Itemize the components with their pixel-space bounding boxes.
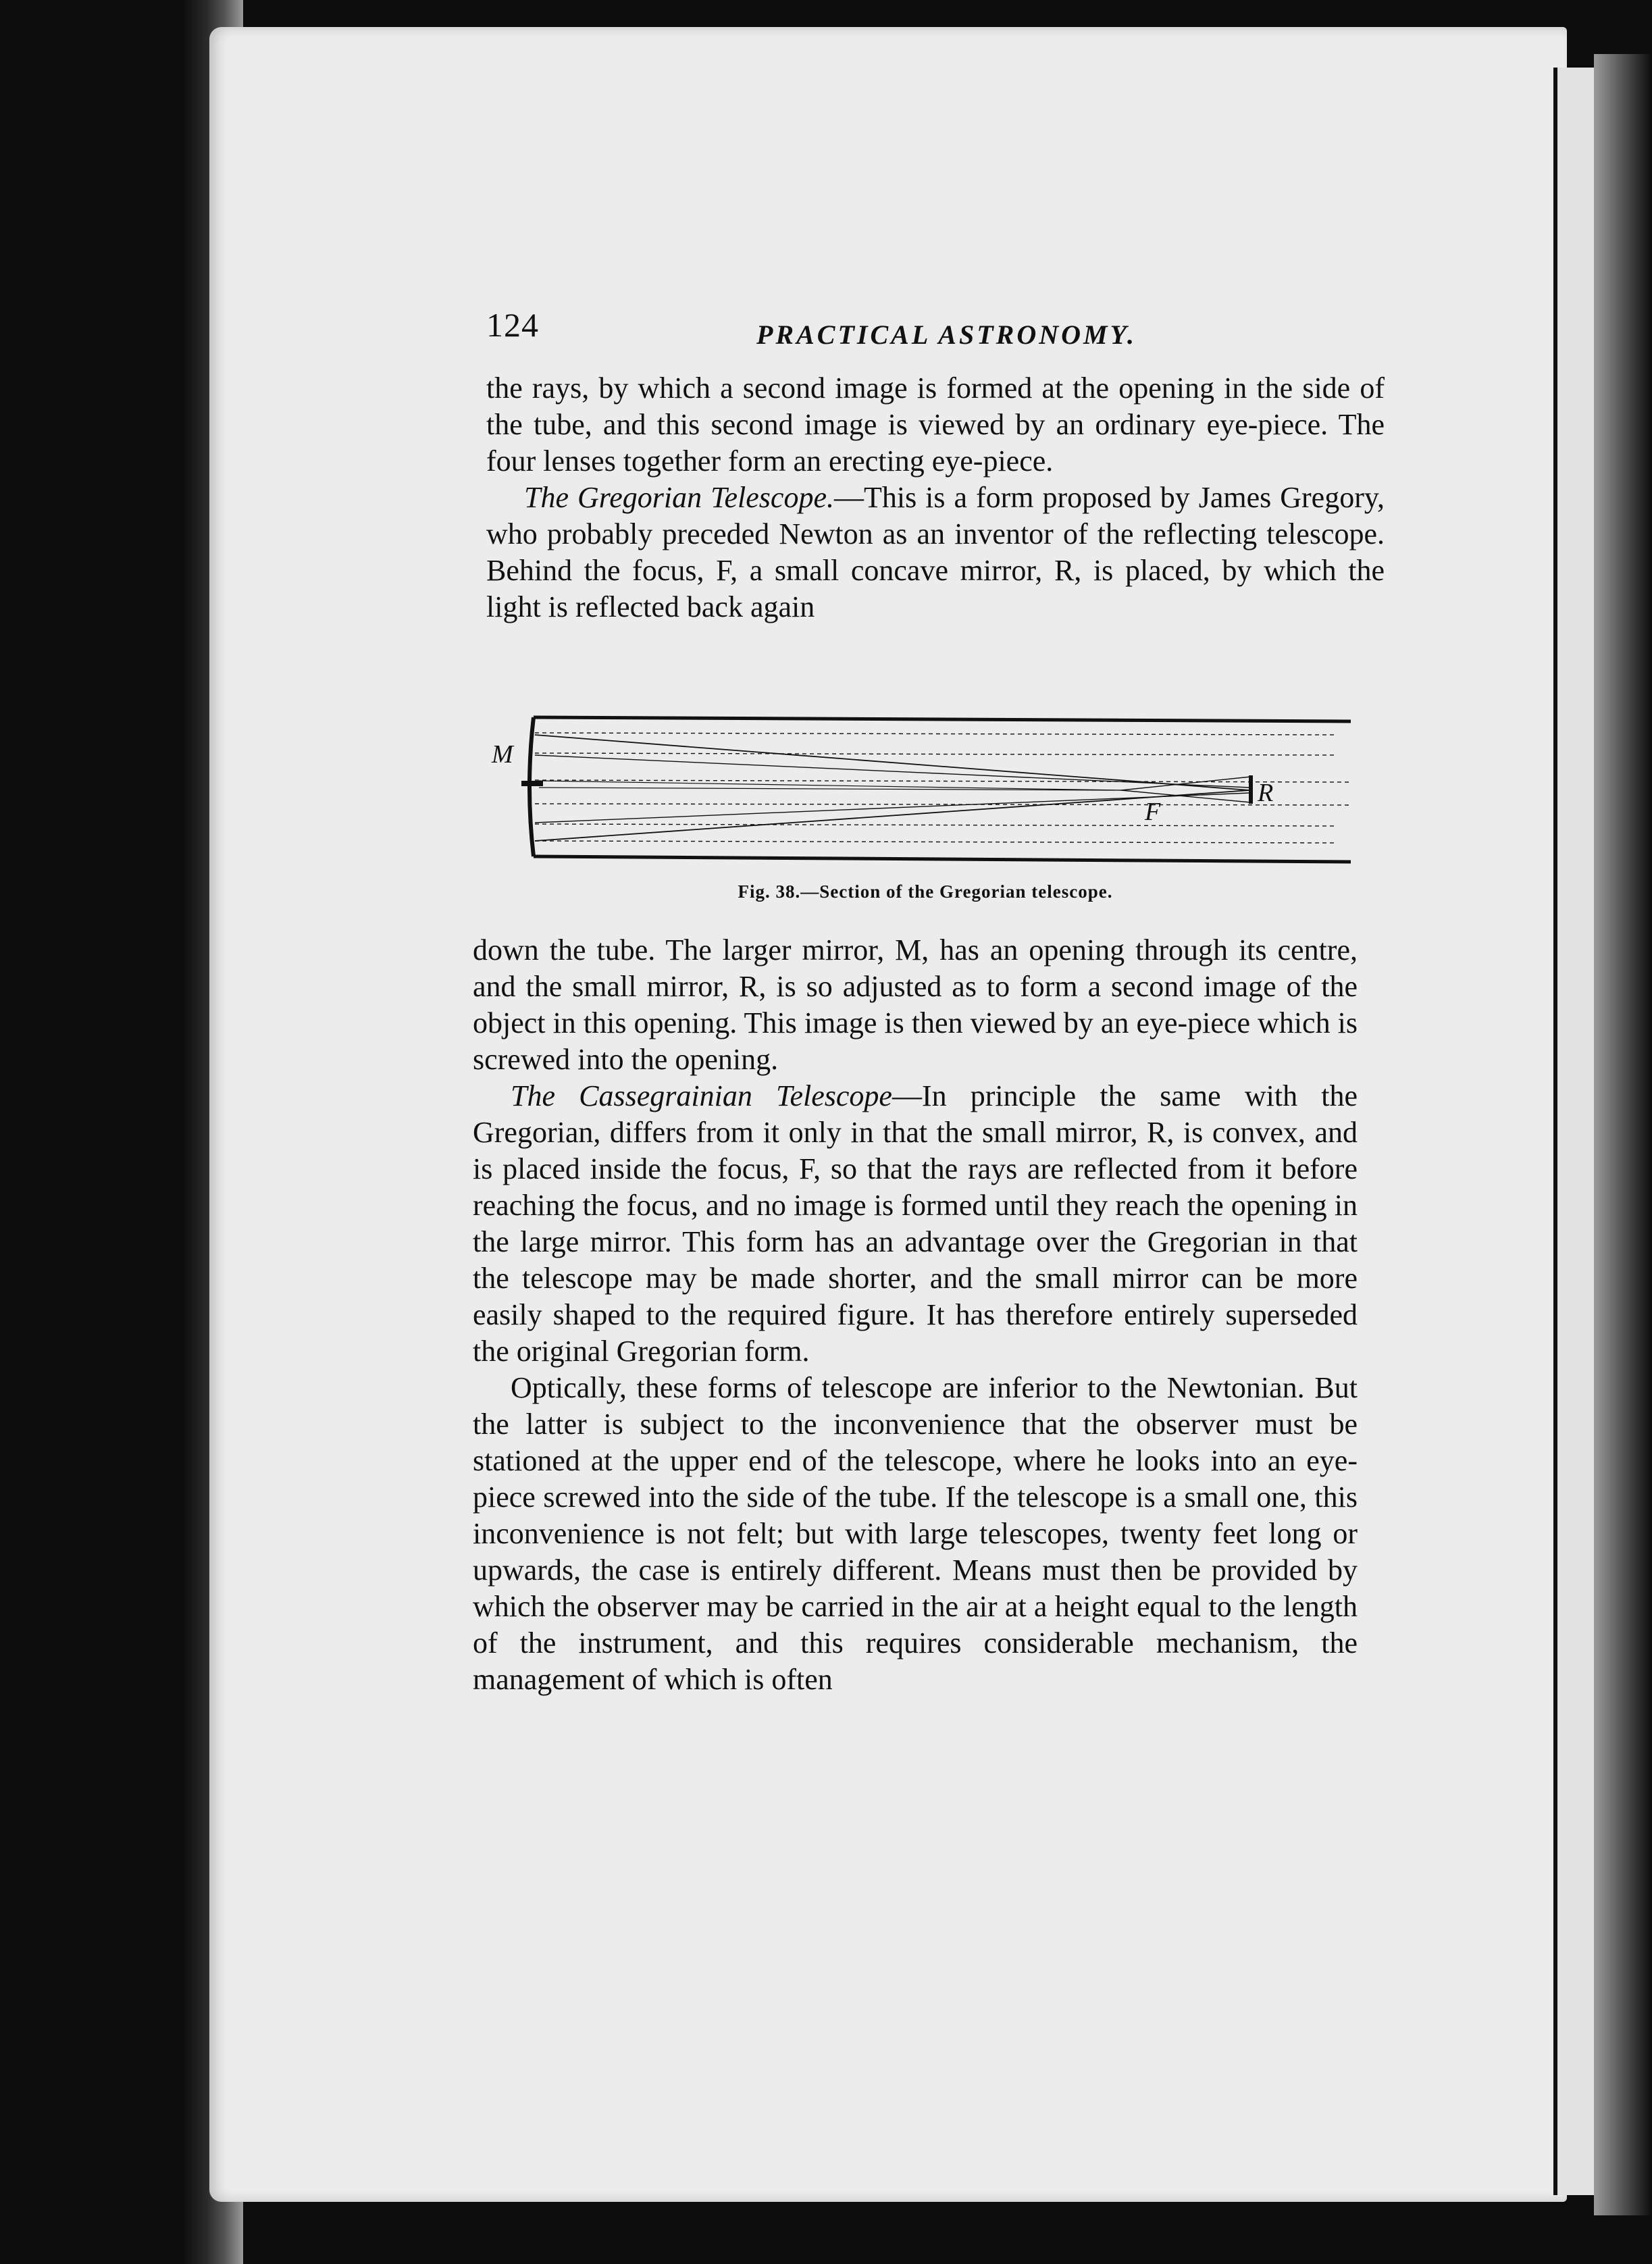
label-f: F [1145, 798, 1161, 826]
incoming-ray-dashed [535, 841, 1337, 843]
incoming-ray-dashed [535, 824, 1337, 826]
paragraph-lead-in: The Cassegrainian Telescope [511, 1079, 892, 1112]
incoming-ray-dashed [535, 733, 1337, 735]
paragraph-lead-in: The Gregorian Telescope. [524, 481, 834, 514]
paragraph-text: the rays, by which a second image is formed at the opening in the side of the tube, and this second image is viewed by an ordinary eye-piece. The four lenses together form an erecting eye-piece. [486, 371, 1385, 478]
paragraph [473, 932, 1358, 1078]
light-ray [535, 735, 1249, 790]
figure-caption: Fig. 38.—Section of the Gregorian telescope. [738, 881, 1113, 902]
label-r: R [1258, 779, 1274, 807]
running-title: PRACTICAL ASTRONOMY. [756, 319, 1137, 350]
large-mirror-m [530, 717, 534, 856]
figure-gregorian-telescope [486, 702, 1364, 902]
tube-bottom-wall [534, 856, 1351, 862]
page-header [486, 305, 1378, 359]
paragraph-text: —In principle the same with the Gregorian, differs from it only in that the small mirror, R, is convex, and is placed inside the focus, F, so that the rays are reflected from it before reaching the focus, and no image is formed until they reach the opening in the large mirror. This form has an advantage over the Gregorian in that the telescope may be made shorter, and the small mirror can be more easily shaped to the required figure. It has therefore entirely superseded the original Gregorian form. [473, 1079, 1358, 1368]
incoming-ray-dashed [535, 780, 1351, 782]
paragraph-text: —This is a form proposed by James Gregory, who probably preceded Newton as an inventor of the reflecting telescope. Behind the focus, F, a small concave mirror, R, is placed, by which the light is reflected back again [486, 481, 1385, 623]
telescope-diagram [486, 702, 1364, 871]
text-block-after-figure [473, 932, 1358, 1698]
incoming-ray-dashed [535, 804, 1351, 805]
paragraph [473, 1078, 1358, 1370]
paragraph [486, 480, 1385, 625]
page-number: 124 [486, 306, 539, 344]
paragraph-text: Optically, these forms of telescope are inferior to the Newtonian. But the latter is subject to the inconvenience that the observer must be stationed at the upper end of the telescope, where he looks into an eye-piece screwed into the side of the tube. If the telescope is a small one, this inconvenience is not felt; but with large telescopes, twenty feet long or upwards, the case is entirely different. Means must then be provided by which the observer may be carried in the air at a height equal to the length of the instrument, and this requires considerable mechanism, the management of which is often [473, 1371, 1358, 1696]
paragraph-text: down the tube. The larger mirror, M, has an opening through its centre, and the small mirror, R, is so adjusted as to form a second image of the object in this opening. This image is then viewed by an eye-piece which is screwed into the opening. [473, 933, 1358, 1076]
light-ray [535, 793, 1249, 823]
next-page-edge [1553, 68, 1598, 2195]
text-block-before-figure [486, 370, 1385, 625]
paragraph [486, 370, 1385, 480]
light-ray [1121, 777, 1251, 790]
next-page-shadow [1594, 54, 1652, 2215]
tube-top-wall [534, 717, 1351, 721]
incoming-ray-dashed [535, 753, 1337, 755]
paragraph [473, 1370, 1358, 1698]
label-m: M [492, 740, 513, 769]
